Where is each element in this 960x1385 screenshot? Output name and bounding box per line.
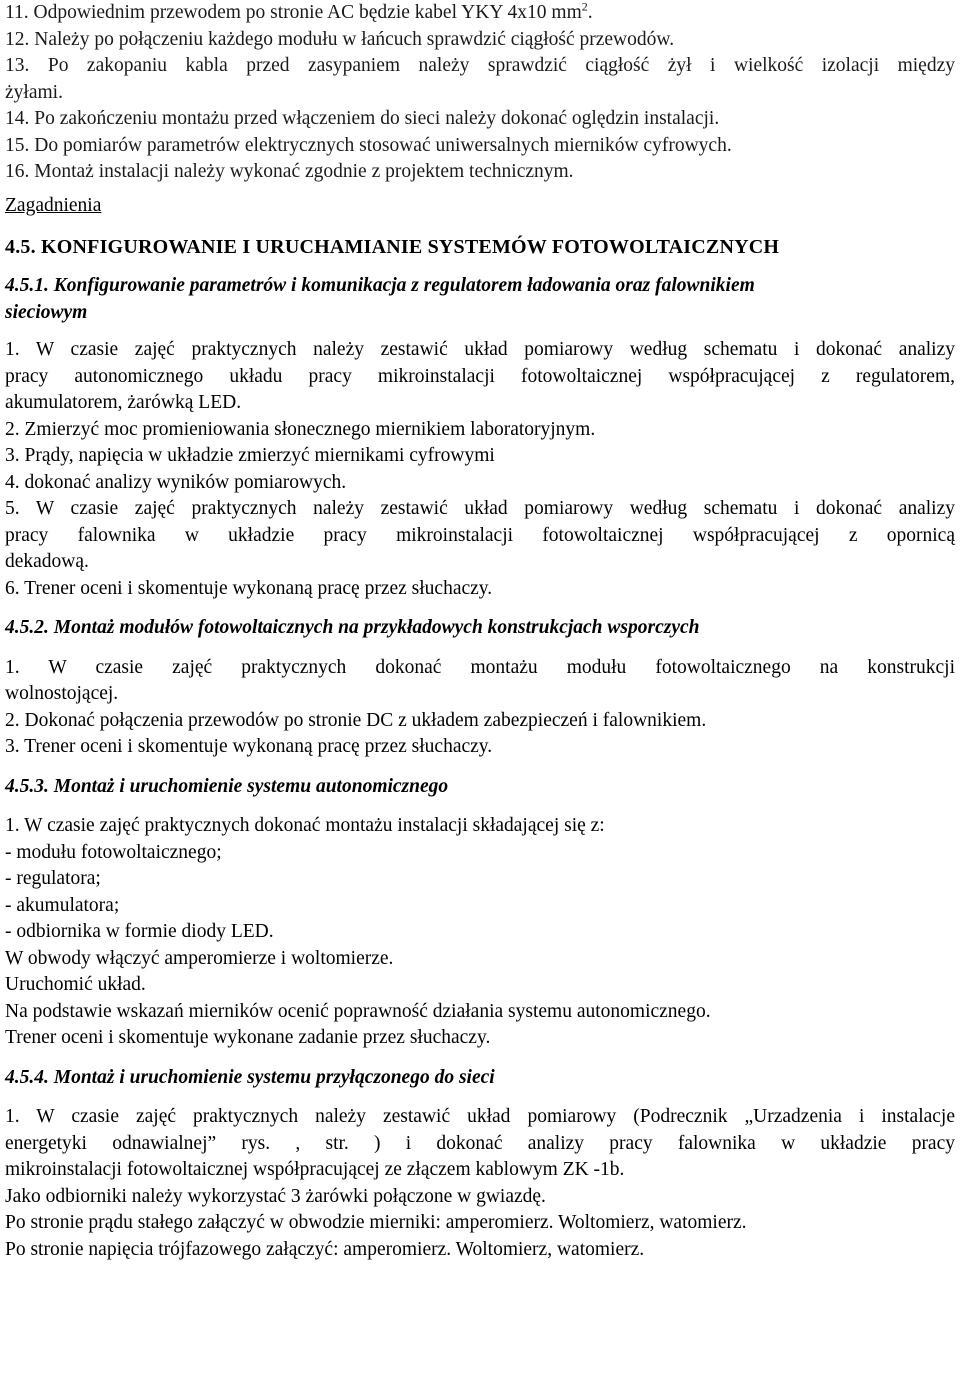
paragraph-line: Po stronie prądu stałego załączyć w obwodzie mierniki: amperomierz. Woltomierz, watomierz.: [5, 1212, 747, 1233]
list-item: 12. Należy po połączeniu każdego modułu w łańcuch sprawdzić ciągłość przewodów.: [5, 28, 675, 50]
zagadnienia-link[interactable]: Zagadnienia: [5, 194, 102, 216]
paragraph-line: 1. W czasie zajęć praktycznych należy zestawić układ pomiarowy według schematu i dokonać analizy: [5, 339, 955, 360]
paragraph-line: 1. W czasie zajęć praktycznych dokonać montażu instalacji składającej się z:: [5, 815, 605, 836]
subsection-body-4-5-3: [5, 813, 955, 1052]
paragraph-line: 5. W czasie zajęć praktycznych należy zestawić układ pomiarowy według schematu i dokonać analizy: [5, 498, 955, 519]
subsection-title-4-5-1-cont: sieciowym: [5, 301, 88, 323]
paragraph-line: pracy autonomicznego układu pracy mikroinstalacji fotowoltaicznej współpracującej z regulatorem,: [5, 365, 955, 387]
paragraph-line: 1. W czasie zajęć praktycznych dokonać montażu modułu fotowoltaicznego na konstrukcji: [5, 656, 955, 678]
list-item: 13. Po zakopaniu kabla przed zasypaniem należy sprawdzić ciągłość żył i wielkość izolacji między: [5, 55, 955, 76]
subsection-title-4-5-4: 4.5.4. Montaż i uruchomienie systemu przyłączonego do sieci: [5, 1066, 495, 1088]
paragraph-line: mikroinstalacji fotowoltaicznej współpracującej ze złączem kablowym ZK -1b.: [5, 1159, 625, 1180]
list-item: 16. Montaż instalacji należy wykonać zgodnie z projektem technicznym.: [5, 161, 574, 182]
subsection-body-4-5-4: [5, 1104, 955, 1263]
paragraph-line: Na podstawie wskazań mierników ocenić poprawność działania systemu autonomicznego.: [5, 1000, 711, 1022]
paragraph-line: dekadową.: [5, 551, 89, 572]
paragraph-line: 3. Trener oceni i skomentuje wykonaną pracę przez słuchaczy.: [5, 736, 493, 757]
paragraph-line: Uruchomić układ.: [5, 974, 146, 995]
subsection-title-4-5-2: 4.5.2. Montaż modułów fotowoltaicznych na przykładowych konstrukcjach wsporczych: [5, 617, 700, 638]
paragraph-line: - akumulatora;: [5, 894, 120, 916]
paragraph-line: wolnostojącej.: [5, 683, 119, 704]
paragraph-line: 6. Trener oceni i skomentuje wykonaną pracę przez słuchaczy.: [5, 577, 493, 599]
list-item: 11. Odpowiednim przewodem po stronie AC będzie kabel YKY 4x10 $mm^2$.: [5, 0, 593, 23]
paragraph-line: - odbiornika w formie diody LED.: [5, 921, 274, 942]
paragraph-line: - modułu fotowoltaicznego;: [5, 841, 222, 863]
list-item: 14. Po zakończeniu montażu przed włączeniem do sieci należy dokonać oględzin instalacji.: [5, 108, 720, 129]
paragraph-line: 2. Dokonać połączenia przewodów po stronie DC z układem zabezpieczeń i falownikiem.: [5, 709, 707, 731]
paragraph-line: 1. W czasie zajęć praktycznych należy zestawić układ pomiarowy (Podrecznik „Urzadzenia i instalacje: [5, 1106, 955, 1127]
paragraph-line: 2. Zmierzyć moc promieniowania słonecznego miernikiem laboratoryjnym.: [5, 418, 596, 440]
list-item: 15. Do pomiarów parametrów elektrycznych stosować uniwersalnych mierników cyfrowych.: [5, 134, 732, 156]
paragraph-line: akumulatorem, żarówką LED.: [5, 392, 242, 413]
paragraph-line: energetyki odnawialnej” rys. , str. ) i dokonać analizy pracy falownika w układzie pracy: [5, 1132, 955, 1154]
paragraph-line: Jako odbiorniki należy wykorzystać 3 żarówki połączone w gwiazdę.: [5, 1185, 546, 1207]
paragraph-line: - regulatora;: [5, 868, 101, 889]
paragraph-line: pracy falownika w układzie pracy mikroinstalacji fotowoltaicznej współpracującej z opornicą: [5, 524, 955, 546]
section-title: 4.5. KONFIGUROWANIE I URUCHAMIANIE SYSTEMÓW FOTOWOLTAICZNYCH: [5, 236, 780, 258]
subsection-body-4-5-1: [5, 337, 955, 602]
paragraph-line: 3. Prądy, napięcia w układzie zmierzyć miernikami cyfrowymi: [5, 445, 495, 466]
paragraph-line: Trener oceni i skomentuje wykonane zadanie przez słuchaczy.: [5, 1027, 491, 1048]
subsection-title-4-5-3: 4.5.3. Montaż i uruchomienie systemu autonomicznego: [5, 775, 449, 797]
paragraph-line: Po stronie napięcia trójfazowego załączyć: amperomierz. Woltomierz, watomierz.: [5, 1238, 645, 1260]
paragraph-line: W obwody włączyć amperomierze i woltomierze.: [5, 947, 394, 969]
document-page: [5, 0, 955, 1263]
subsection-body-4-5-2: [5, 655, 955, 761]
list-item: żyłami.: [5, 81, 63, 103]
requirements-list: [5, 0, 955, 186]
paragraph-line: 4. dokonać analizy wyników pomiarowych.: [5, 471, 347, 493]
subsection-title-4-5-1: 4.5.1. Konfigurowanie parametrów i komunikacja z regulatorem ładowania oraz falownikiem: [5, 275, 755, 296]
